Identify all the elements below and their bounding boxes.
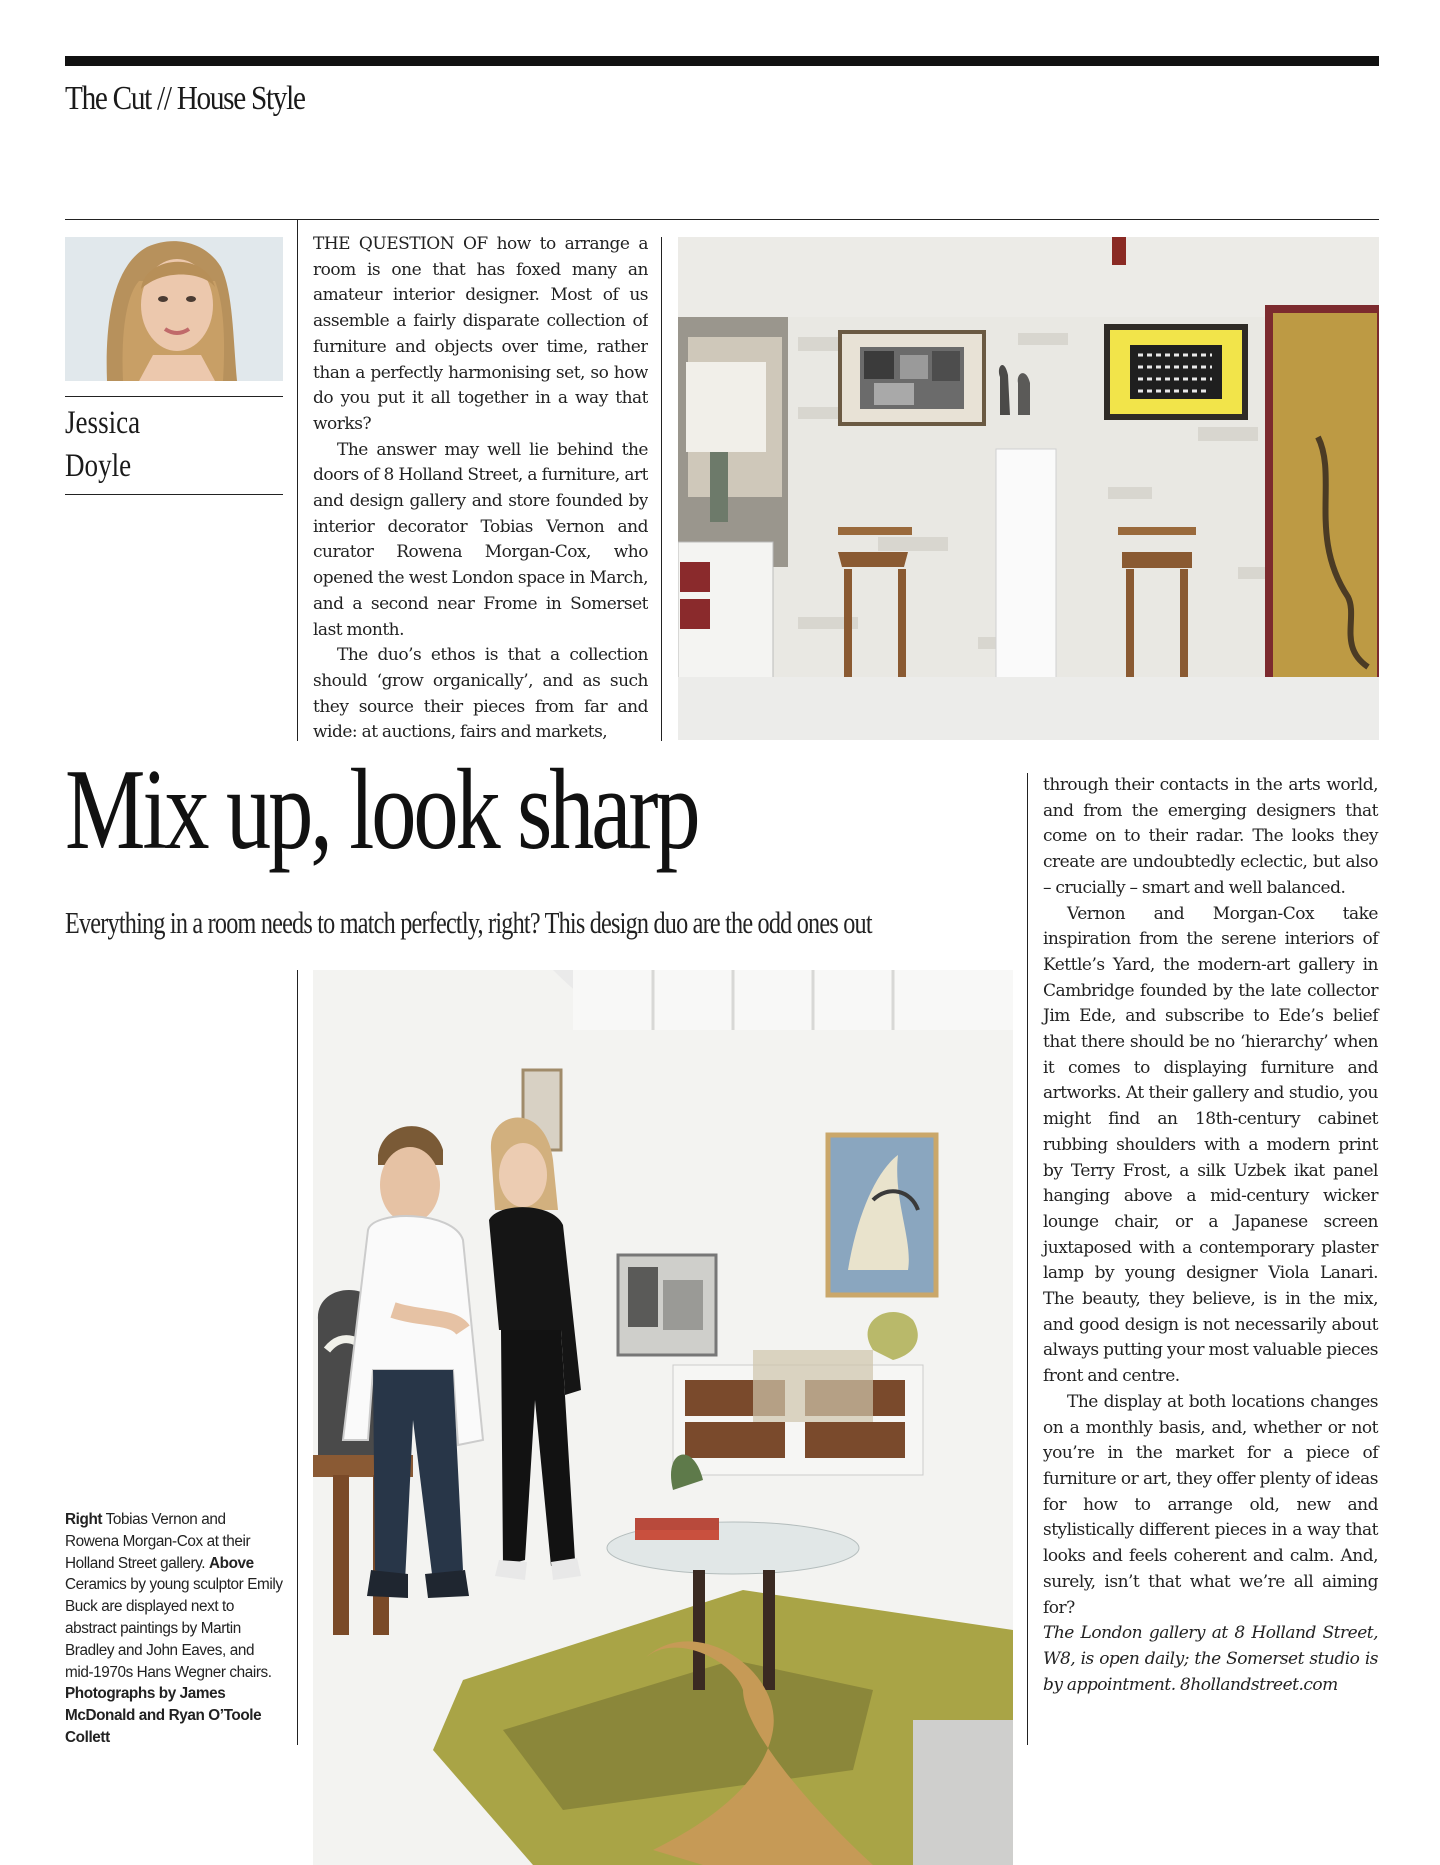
column-rule-caption bbox=[297, 970, 298, 1745]
masthead-rule bbox=[65, 56, 1379, 66]
gallery-info: The London gallery at 8 Holland Street, W8, is open daily; the Somerset studio is by appointment. 8hollandstreet.com bbox=[1043, 1623, 1378, 1695]
paragraph: The answer may well lie behind the doors of 8 Holland Street, a furniture, art and design gallery and store founded by interior decorator Tobias Vernon and curator Rowena Morgan-Cox, who opened the west London space in March, and a second near Frome in Somerset last month. bbox=[313, 439, 648, 640]
author-last-name: Doyle bbox=[65, 448, 132, 484]
paragraph: through their contacts in the arts world, and from the emerging designers that come on to their radar. The looks they create are undoubtedly eclectic, but also – crucially – smart and well balanced. bbox=[1043, 775, 1378, 898]
standfirst: Everything in a room needs to match perfectly, right? This design duo are the odd ones out bbox=[65, 905, 872, 940]
author-rule-top bbox=[65, 396, 283, 397]
section-label: The Cut // House Style bbox=[65, 80, 305, 117]
gallery-wall-photo bbox=[678, 237, 1379, 740]
headline: Mix up, look sharp bbox=[65, 746, 698, 874]
author-first-name: Jessica bbox=[65, 405, 141, 441]
article-column-1 bbox=[313, 232, 648, 742]
column-rule-left bbox=[297, 219, 298, 741]
author-portrait bbox=[65, 237, 283, 381]
header-divider bbox=[65, 219, 1379, 220]
caption-label-above: Above bbox=[209, 1554, 254, 1572]
paragraph: Vernon and Morgan-Cox take inspiration from the serene interiors of Kettle’s Yard, the modern-art gallery in Cambridge founded by the late collector Jim Ede, and subscribe to Ede’s belief that there should be no ‘hierarchy’ when it comes to displaying furniture and artworks. At their gallery and studio, you might find an 18th-century cabinet rubbing shoulders with a modern print by Terry Frost, a silk Uzbek ikat panel hanging above a mid-century wicker lounge chair, or a Japanese screen juxtaposed with a contemporary plaster lamp by young designer Viola Lanari. The beauty, they believe, is in the mix, and good design is not necessarily about always putting your most valuable pieces front and centre. bbox=[1043, 903, 1378, 1387]
photo-credit: Photographs by James McDonald and Ryan O’Toole Collett bbox=[65, 1685, 262, 1746]
designers-portrait-photo bbox=[313, 970, 1013, 1865]
column-rule-mid bbox=[661, 237, 662, 741]
author-rule-bottom bbox=[65, 494, 283, 495]
photo-caption bbox=[65, 1509, 283, 1749]
author-name bbox=[65, 402, 140, 488]
paragraph: The duo’s ethos is that a collection should ‘grow organically’, and as such they source their pieces from far and wide: at auctions, fairs and markets, bbox=[313, 645, 648, 742]
caption-text-right: Tobias Vernon and Rowena Morgan-Cox at their Holland Street gallery. bbox=[65, 1511, 251, 1572]
caption-text-above: Ceramics by young sculptor Emily Buck are displayed next to abstract paintings by Martin Bradley and John Eaves, and mid-1970s Hans Wegner chairs. bbox=[65, 1576, 283, 1681]
column-rule-right bbox=[1027, 773, 1028, 1745]
paragraph: THE QUESTION OF how to arrange a room is one that has foxed many an amateur interior designer. Most of us assemble a fairly disparate collection of furniture and objects over time, rather than a perfectly harmonising set, so how do you put it all together in a way that works? bbox=[313, 234, 648, 434]
article-column-2 bbox=[1043, 773, 1378, 1698]
paragraph: The display at both locations changes on a monthly basis, and, whether or not you’re in the market for a piece of furniture or art, they offer plenty of ideas for how to arrange old, new and stylistically different pieces in a way that looks and feels coherent and calm. And, surely, isn’t that what we’re all aiming for? bbox=[1043, 1391, 1378, 1618]
caption-label-right: Right bbox=[65, 1511, 103, 1528]
